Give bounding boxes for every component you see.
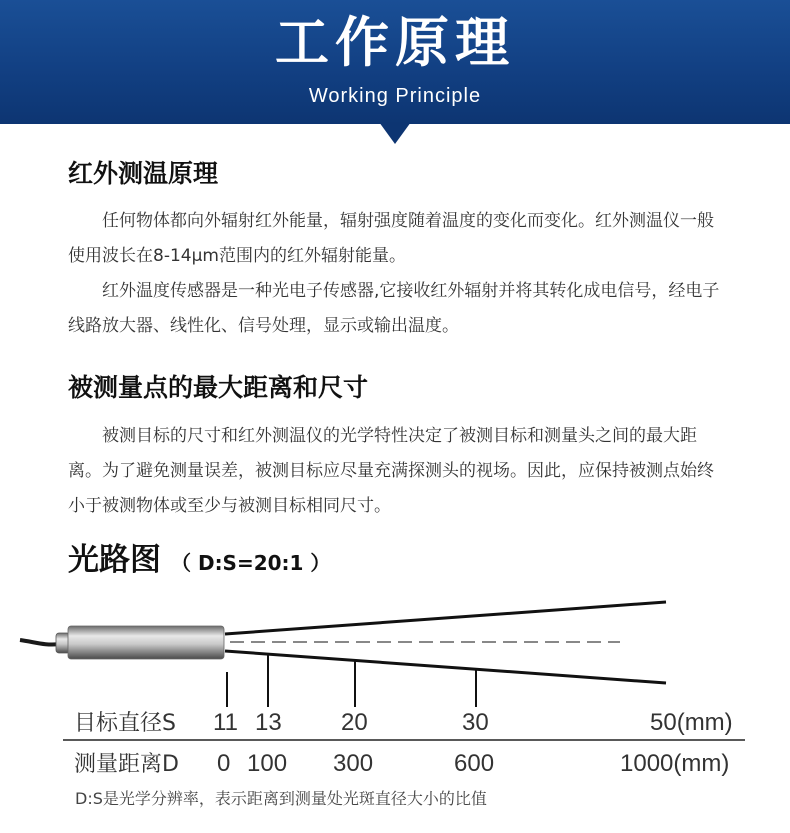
paragraph-infrared-1: 任何物体都向外辐射红外能量，辐射强度随着温度的变化而变化。红外测温仪一般使用波长在8-14μm范围内的红外辐射能量。 [68, 211, 714, 266]
optical-path-title: 光路图 [68, 542, 161, 578]
target-value-3: 30 [462, 709, 489, 736]
distance-value-3: 600 [454, 750, 495, 777]
beam-upper-edge [225, 602, 666, 634]
banner-title: 工作原理 [275, 11, 515, 74]
sensor-cable [20, 640, 60, 645]
distance-value-2: 300 [333, 750, 374, 777]
target-value-4: 50(mm) [650, 709, 733, 736]
section-heading-max-distance: 被测量点的最大距离和尺寸 [68, 373, 369, 402]
distance-value-4: 1000(mm) [620, 750, 730, 777]
paragraph-infrared-2: 红外温度传感器是一种光电子传感器,它接收红外辐射并将其转化成电信号，经电子线路放大器、线性化、信号处理，显示或输出温度。 [68, 281, 720, 336]
target-diameter-label: 目标直径S [74, 711, 176, 736]
paragraph-max-distance: 被测目标的尺寸和红外测温仪的光学特性决定了被测目标和测量头之间的最大距离。为了避免测量误差，被测目标应尽量充满探测头的视场。因此，应保持被测点始终小于被测物体或至少与被测目标相同尺寸。 [68, 426, 714, 516]
footnote: D:S是光学分辨率，表示距离到测量处光斑直径大小的比值 [75, 789, 487, 808]
section-heading-infrared-principle: 红外测温原理 [68, 159, 219, 188]
target-value-1: 13 [255, 709, 282, 736]
ds-ratio: （ D:S=20:1 ） [171, 551, 331, 575]
banner-pointer-icon [379, 122, 411, 144]
measure-distance-label: 测量距离D [74, 752, 179, 777]
distance-value-0: 0 [217, 750, 231, 777]
sensor-body [68, 626, 224, 659]
beam-lower-edge [225, 651, 666, 683]
header-banner [0, 0, 790, 124]
optical-path-heading [68, 540, 330, 585]
distance-value-1: 100 [247, 750, 288, 777]
target-value-0: 11 [213, 709, 238, 736]
banner-subtitle: Working Principle [308, 85, 482, 107]
target-value-2: 20 [341, 709, 368, 736]
